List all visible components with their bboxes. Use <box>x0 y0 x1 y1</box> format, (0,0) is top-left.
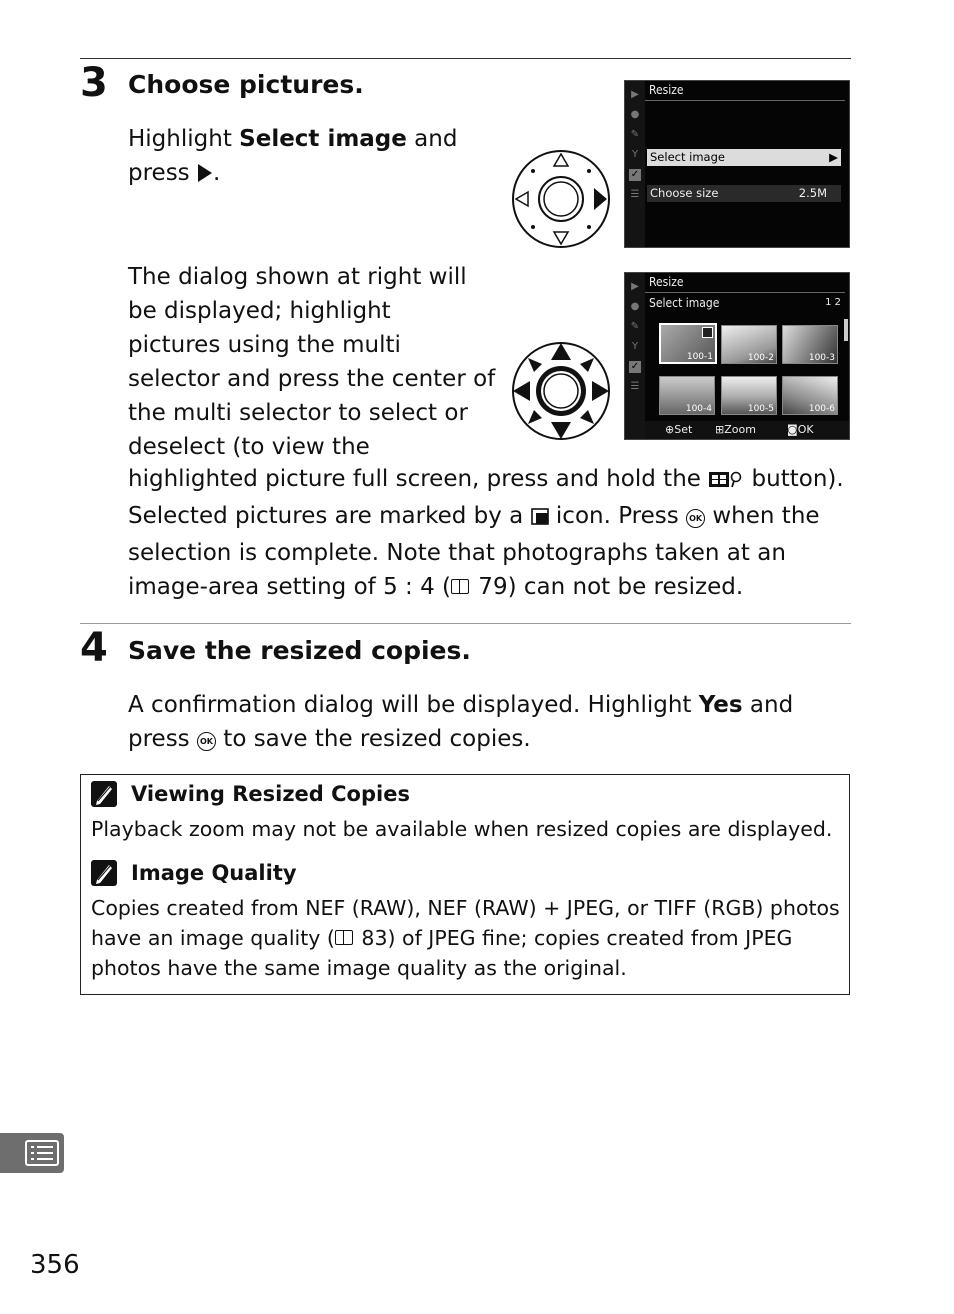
scrollbar[interactable] <box>844 319 848 341</box>
note-text: Copies created from NEF (RAW), NEF (RAW) + JPEG, or TIFF (RGB) photos have an image quality ( 83) of JPEG fine; copies created from JPEG photos have the same image quality as the original. <box>91 896 840 980</box>
menu-sidebar <box>625 273 645 439</box>
screen-title: Resize <box>649 275 684 289</box>
book-reference-icon <box>335 930 353 945</box>
step-4-instruction: A confirmation dialog will be displayed. Highlight Yes and press OK to save the resized copies. <box>128 692 794 752</box>
playback-menu-icon: ▶ <box>631 89 639 100</box>
top-rule <box>80 58 851 59</box>
screen-title: Resize <box>649 83 684 97</box>
setup-menu-icon: Y <box>631 149 639 160</box>
desc-line: pictures using the multi <box>128 332 401 358</box>
retouch-menu-icon: ✓ <box>630 169 640 180</box>
zoom-icon: ⊞ <box>715 423 725 436</box>
title-divider <box>645 292 845 293</box>
thumbnail-zoom-button-icon <box>708 465 744 499</box>
my-menu-icon: ☰ <box>630 381 640 392</box>
desc-line: selector and press the center of <box>128 366 496 392</box>
multi-selector-all-icon <box>510 340 612 446</box>
thumbnail[interactable]: 100-4 <box>659 376 715 415</box>
note-heading: Image Quality <box>131 861 297 885</box>
my-menu-icon: ☰ <box>630 189 640 200</box>
step-4-number: 4 <box>80 625 108 671</box>
desc-line: be displayed; highlight <box>128 298 391 324</box>
book-reference-icon <box>451 579 469 594</box>
thumbnail[interactable]: 100-3 <box>782 325 838 364</box>
step-3-description-continued: highlighted picture full screen, press and hold the button). Selected pictures are marked by a icon. Press OK when the selection is complete. Note that photographs taken at an image-area setting of 5 : 4 ( 79) can not be resized. <box>128 466 844 600</box>
title-divider <box>645 100 845 101</box>
screen-footer <box>645 421 849 439</box>
page-number: 356 <box>30 1250 80 1280</box>
retouch-menu-list-icon <box>0 1133 64 1173</box>
menu-item-select-image[interactable]: Select image ▶ <box>647 149 841 166</box>
screen-subtitle: Select image <box>649 296 720 310</box>
thumbnail[interactable]: 100-5 <box>721 376 777 415</box>
note-pencil-icon <box>91 781 117 807</box>
shooting-menu-icon: ● <box>630 301 640 312</box>
right-arrow-icon <box>197 159 213 193</box>
selected-mark-icon <box>702 327 713 338</box>
step-3-heading: Choose pictures. <box>128 70 364 99</box>
step-3-instruction: Highlight Select image and press . <box>128 122 457 193</box>
multi-selector-icon: ⊕ <box>665 423 675 436</box>
footer-set: ⊕Set <box>665 423 693 436</box>
note-heading: Viewing Resized Copies <box>131 782 410 806</box>
ok-button-icon: OK <box>686 509 705 528</box>
step-3-number: 3 <box>80 60 108 106</box>
setup-menu-icon: Y <box>631 341 639 352</box>
playback-menu-icon: ▶ <box>631 281 639 292</box>
retouch-menu-icon: ✓ <box>630 361 640 372</box>
footer-zoom: ⊞Zoom <box>715 423 756 436</box>
thumbnail[interactable]: 100-2 <box>721 325 777 364</box>
desc-line: deselect (to view the <box>128 434 370 460</box>
footer-ok: ◙OK <box>787 423 814 436</box>
thumbnail[interactable]: 100-1 <box>659 323 717 364</box>
notes-box <box>80 774 850 995</box>
size-value: 2.5M <box>798 186 827 200</box>
select-image-screen <box>624 272 850 440</box>
custom-settings-icon: ✎ <box>630 129 640 140</box>
chevron-right-icon: ▶ <box>829 150 838 164</box>
chapter-tab <box>0 1133 64 1173</box>
resize-menu-screen <box>624 80 850 248</box>
multi-selector-right-icon <box>510 148 612 254</box>
page-indicator: 1 2 <box>825 297 841 308</box>
ok-button-icon: OK <box>197 732 216 751</box>
menu-item-choose-size[interactable]: Choose size 2.5M <box>647 185 841 202</box>
menu-sidebar <box>625 81 645 247</box>
step-divider <box>80 623 851 624</box>
step-4-heading: Save the resized copies. <box>128 636 471 665</box>
note-text: Playback zoom may not be available when resized copies are displayed. <box>91 817 833 841</box>
selected-mark-icon <box>531 502 549 536</box>
step-3-description <box>128 260 498 464</box>
desc-line: The dialog shown at right will <box>128 264 467 290</box>
note-pencil-icon <box>91 860 117 886</box>
thumbnail[interactable]: 100-6 <box>782 376 838 415</box>
custom-settings-icon: ✎ <box>630 321 640 332</box>
ok-icon: ◙ <box>787 423 798 436</box>
desc-line: the multi selector to select or <box>128 400 468 426</box>
shooting-menu-icon: ● <box>630 109 640 120</box>
